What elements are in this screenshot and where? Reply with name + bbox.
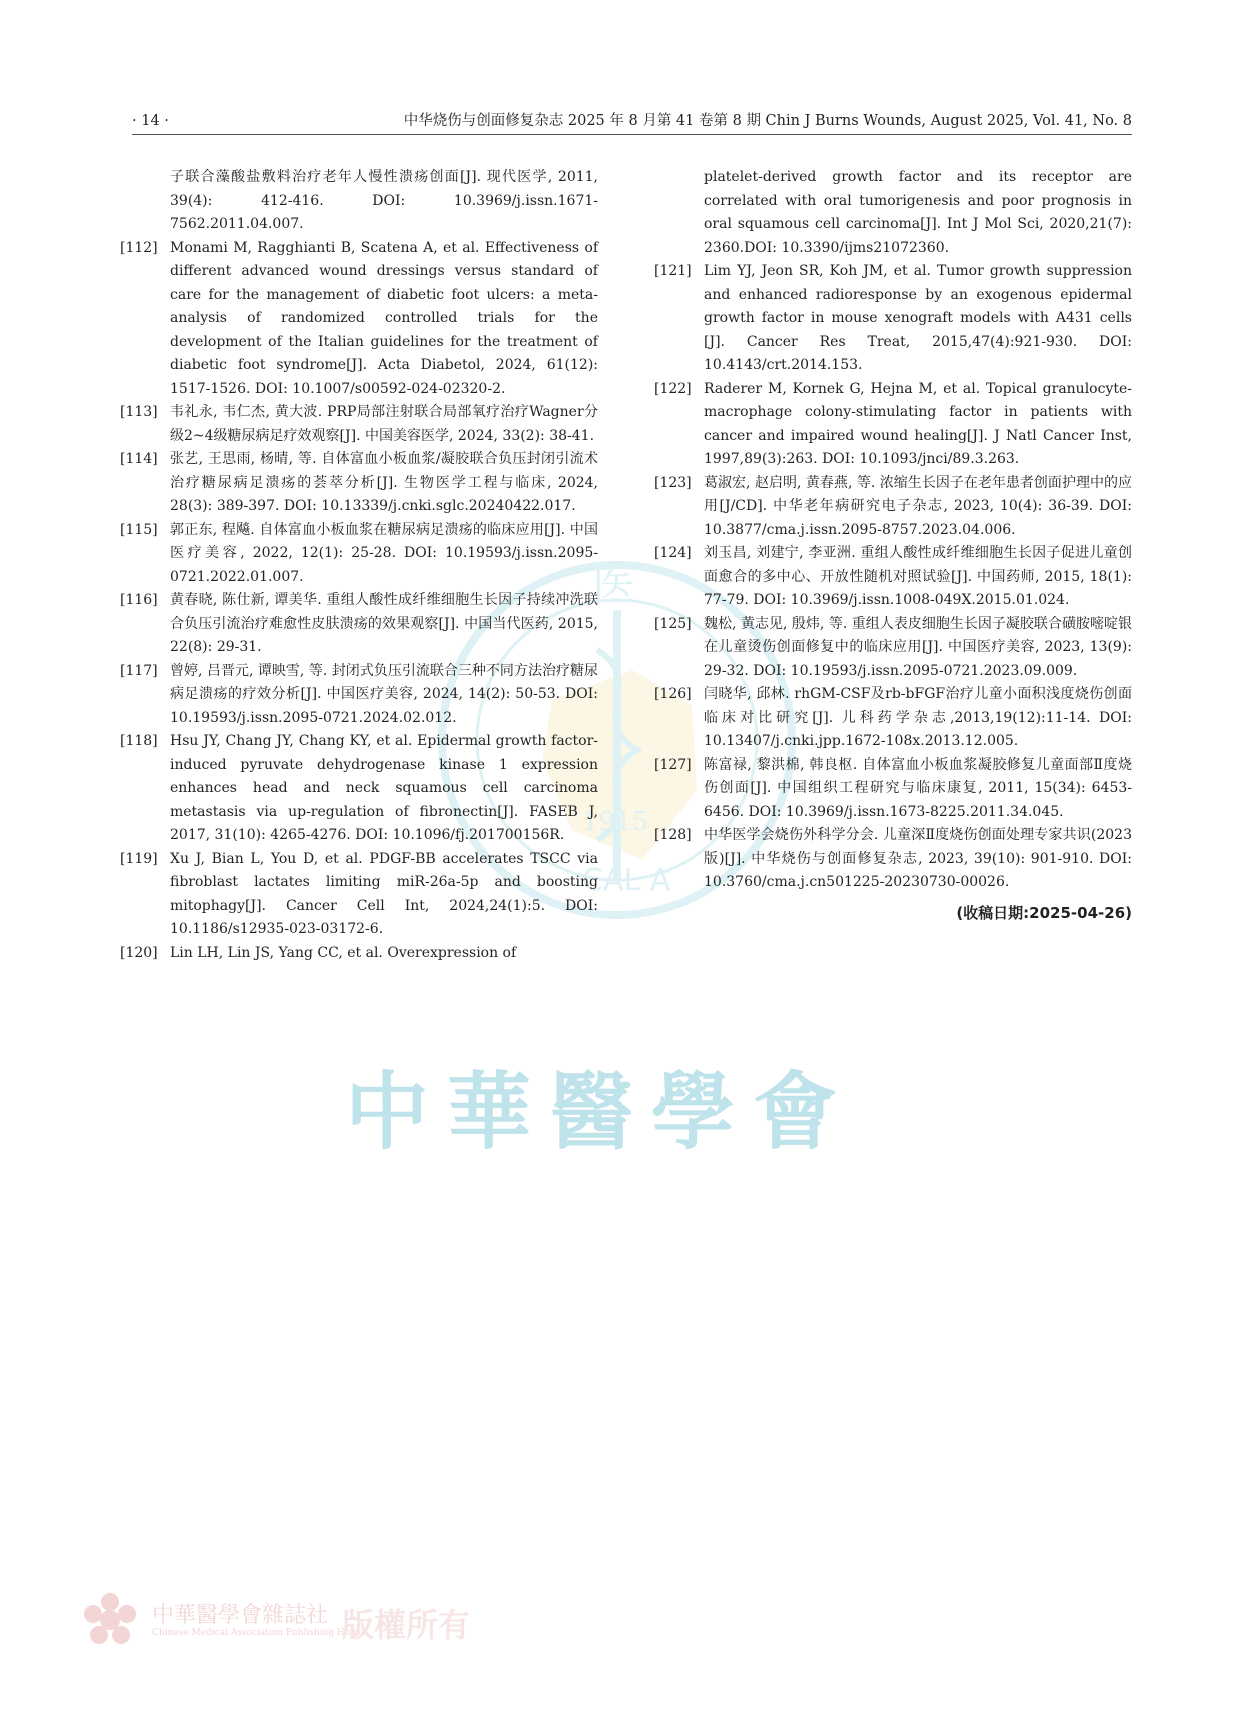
flower-logo-icon	[82, 1592, 138, 1648]
reference-text: Hsu JY, Chang JY, Chang KY, et al. Epidermal growth factor-induced pyruvate dehydrogenase kinase 1 expression enhances head and neck squamous cell carcinoma metastasis via up-regulation of fibronectin[J]. FASEB J, 2017, 31(10): 4265-4276. DOI: 10.1096/fj.201700156R.	[170, 733, 598, 843]
reference-number: [118]	[120, 733, 158, 749]
reference-continuation: 子联合藻酸盐敷料治疗老年人慢性溃疡创面[J]. 现代医学, 2011, 39(4): 412-416. DOI: 10.3969/j.issn.1671-7562.2011.04.007.	[170, 169, 598, 232]
reference-number: [125]	[654, 615, 692, 632]
reference-entry	[654, 754, 1132, 825]
reference-number: [119]	[120, 850, 158, 867]
reference-number: [124]	[654, 545, 692, 561]
seal-year: 1915	[582, 807, 649, 837]
reference-entry	[120, 237, 598, 402]
left-column	[120, 166, 598, 965]
reference-text: 曾婷, 吕晋元, 谭映雪, 等. 封闭式负压引流联合三种不同方法治疗糖尿病足溃疡的疗效分析[J]. 中国医疗美容, 2024, 14(2): 50-53. DOI: 10.19593/j.issn.2095-0721.2024.02.012.	[170, 662, 598, 726]
reference-entry	[120, 401, 598, 448]
reference-number: [120]	[120, 944, 158, 961]
reference-entry	[120, 942, 598, 966]
received-date: (收稿日期:2025-04-26)	[956, 903, 1132, 922]
reference-entry	[654, 260, 1132, 378]
reference-number: [112]	[120, 239, 158, 256]
publisher-name: 中華醫學會雜誌社	[152, 1603, 329, 1628]
reference-text: Monami M, Ragghianti B, Scatena A, et al. Effectiveness of different advanced wound dressings versus standard of care for the management of diabetic foot ulcers: a meta-analysis of randomized controlled trials for the development of the Italian guidelines for the treatment of diabetic foot syndrome[J]. Acta Diabetol, 2024, 61(12): 1517-1526. DOI: 10.1007/s00592-024-02320-2.	[170, 239, 598, 397]
reference-entry	[654, 824, 1132, 895]
reference-number: [121]	[654, 263, 692, 279]
reference-number: [116]	[120, 592, 158, 608]
reference-text: Xu J, Bian L, You D, et al. PDGF-BB accelerates TSCC via fibroblast lactates limiting miR-26a-5p and boosting mitophagy[J]. Cancer Cell Int, 2024,24(1):5. DOI: 10.1186/s12935-023-03172-6.	[170, 850, 598, 937]
running-header	[132, 108, 1132, 135]
reference-entry	[654, 472, 1132, 543]
right-column	[654, 166, 1132, 929]
reference-entry	[120, 519, 598, 590]
seal-char: 医	[592, 560, 636, 611]
reference-text: 郭正东, 程飚. 自体富血小板血浆在糖尿病足溃疡的临床应用[J]. 中国医疗美容, 2022, 12(1): 25-28. DOI: 10.19593/j.issn.2095-0721.2022.01.007.	[170, 521, 598, 585]
reference-text: 韦礼永, 韦仁杰, 黄大波. PRP局部注射联合局部氧疗治疗Wagner分级2~4级糖尿病足疗效观察[J]. 中国美容医学, 2024, 33(2): 38-41.	[170, 404, 598, 444]
reference-number: [114]	[120, 451, 158, 467]
journal-citation-line: 中华烧伤与创面修复杂志 2025 年 8 月第 41 卷第 8 期 Chin J Burns Wounds, August 2025, Vol. 41, No. 8	[403, 113, 1132, 129]
reference-text: 闫晓华, 邱林. rhGM-CSF及rb-bFGF治疗儿童小面积浅度烧伤创面临床对比研究[J]. 儿科药学杂志,2013,19(12):11-14. DOI: 10.13407/j.cnki.jpp.1672-108x.2013.12.005.	[704, 686, 1132, 749]
reference-text: 魏松, 黄志见, 殷炜, 等. 重组人表皮细胞生长因子凝胶联合磺胺嘧啶银在儿童烫伤创面修复中的临床应用[J]. 中国医疗美容, 2023, 13(9): 29-32. DOI: 10.19593/j.issn.2095-0721.2023.09.009.	[704, 615, 1132, 679]
watermark-calligraphy: 中華醫學會	[345, 1062, 856, 1161]
reference-entry	[654, 613, 1132, 684]
page-number: · 14 ·	[132, 113, 169, 129]
reference-entry	[654, 683, 1132, 754]
reference-number: [128]	[654, 827, 692, 843]
copyright-mark: 版權所有	[342, 1606, 471, 1644]
reference-text: 张艺, 王思雨, 杨晴, 等. 自体富血小板血浆/凝胶联合负压封闭引流术治疗糖尿病足溃疡的荟萃分析[J]. 生物医学工程与临床, 2024, 28(3): 389-397. DOI: 10.13339/j.cnki.sglc.20240422.017.	[170, 451, 598, 514]
reference-number: [127]	[654, 756, 692, 773]
reference-entry	[654, 378, 1132, 472]
reference-number: [115]	[120, 521, 158, 538]
reference-number: [126]	[654, 686, 692, 702]
reference-number: [122]	[654, 380, 692, 397]
reference-entry	[120, 730, 598, 848]
reference-number: [113]	[120, 404, 158, 420]
reference-number: [117]	[120, 662, 158, 679]
reference-text: Lim YJ, Jeon SR, Koh JM, et al. Tumor growth suppression and enhanced radioresponse by an exogenous epidermal growth factor in mouse xenograft models with A431 cells [J]. Cancer Res Treat, 2015,47(4):921-930. DOI: 10.4143/crt.2014.153.	[704, 263, 1132, 373]
seal-text: CAL A	[582, 863, 671, 898]
reference-text: Raderer M, Kornek G, Hejna M, et al. Topical granulocyte-macrophage colony-stimulating factor in patients with cancer and impaired wound healing[J]. J Natl Cancer Inst, 1997,89(3):263. DOI: 10.1093/jnci/89.3.263.	[704, 380, 1132, 467]
reference-text: Lin LH, Lin JS, Yang CC, et al. Overexpression of	[170, 944, 517, 961]
reference-entry	[120, 589, 598, 660]
reference-continuation: platelet-derived growth factor and its receptor are correlated with oral tumorigenesis and poor prognosis in oral squamous cell carcinoma[J]. Int J Mol Sci, 2020,21(7): 2360.DOI: 10.3390/ijms21072360.	[704, 169, 1132, 256]
reference-entry	[120, 448, 598, 519]
reference-text: 黄春晓, 陈仕新, 谭美华. 重组人酸性成纤维细胞生长因子持续冲洗联合负压引流治疗难愈性皮肤溃疡的效果观察[J]. 中国当代医药, 2015, 22(8): 29-31.	[170, 592, 598, 655]
reference-text: 陈富禄, 黎洪棉, 韩良枢. 自体富血小板血浆凝胶修复儿童面部Ⅱ度烧伤创面[J]. 中国组织工程研究与临床康复, 2011, 15(34): 6453-6456. DOI: 10.3969/j.issn.1673-8225.2011.34.045.	[704, 756, 1132, 820]
publisher-subtitle: Chinese Medical Association Publishing House	[152, 1628, 366, 1638]
reference-number: [123]	[654, 474, 692, 491]
reference-text: 刘玉昌, 刘建宁, 李亚洲. 重组人酸性成纤维细胞生长因子促进儿童创面愈合的多中心、开放性随机对照试验[J]. 中国药师, 2015, 18(1): 77-79. DOI: 10.3969/j.issn.1008-049X.2015.01.024.	[704, 545, 1132, 608]
reference-entry	[120, 848, 598, 942]
reference-entry	[654, 542, 1132, 613]
reference-text: 中华医学会烧伤外科学分会. 儿童深Ⅱ度烧伤创面处理专家共识(2023版)[J]. 中华烧伤与创面修复杂志, 2023, 39(10): 901-910. DOI: 10.3760/cma.j.cn501225-20230730-00026.	[704, 827, 1132, 890]
publisher-logo	[82, 1590, 552, 1650]
reference-text: 葛淑宏, 赵启明, 黄春燕, 等. 浓缩生长因子在老年患者创面护理中的应用[J/CD]. 中华老年病研究电子杂志, 2023, 10(4): 36-39. DOI: 10.3877/cma.j.issn.2095-8757.2023.04.006.	[704, 474, 1132, 538]
reference-entry	[120, 660, 598, 731]
